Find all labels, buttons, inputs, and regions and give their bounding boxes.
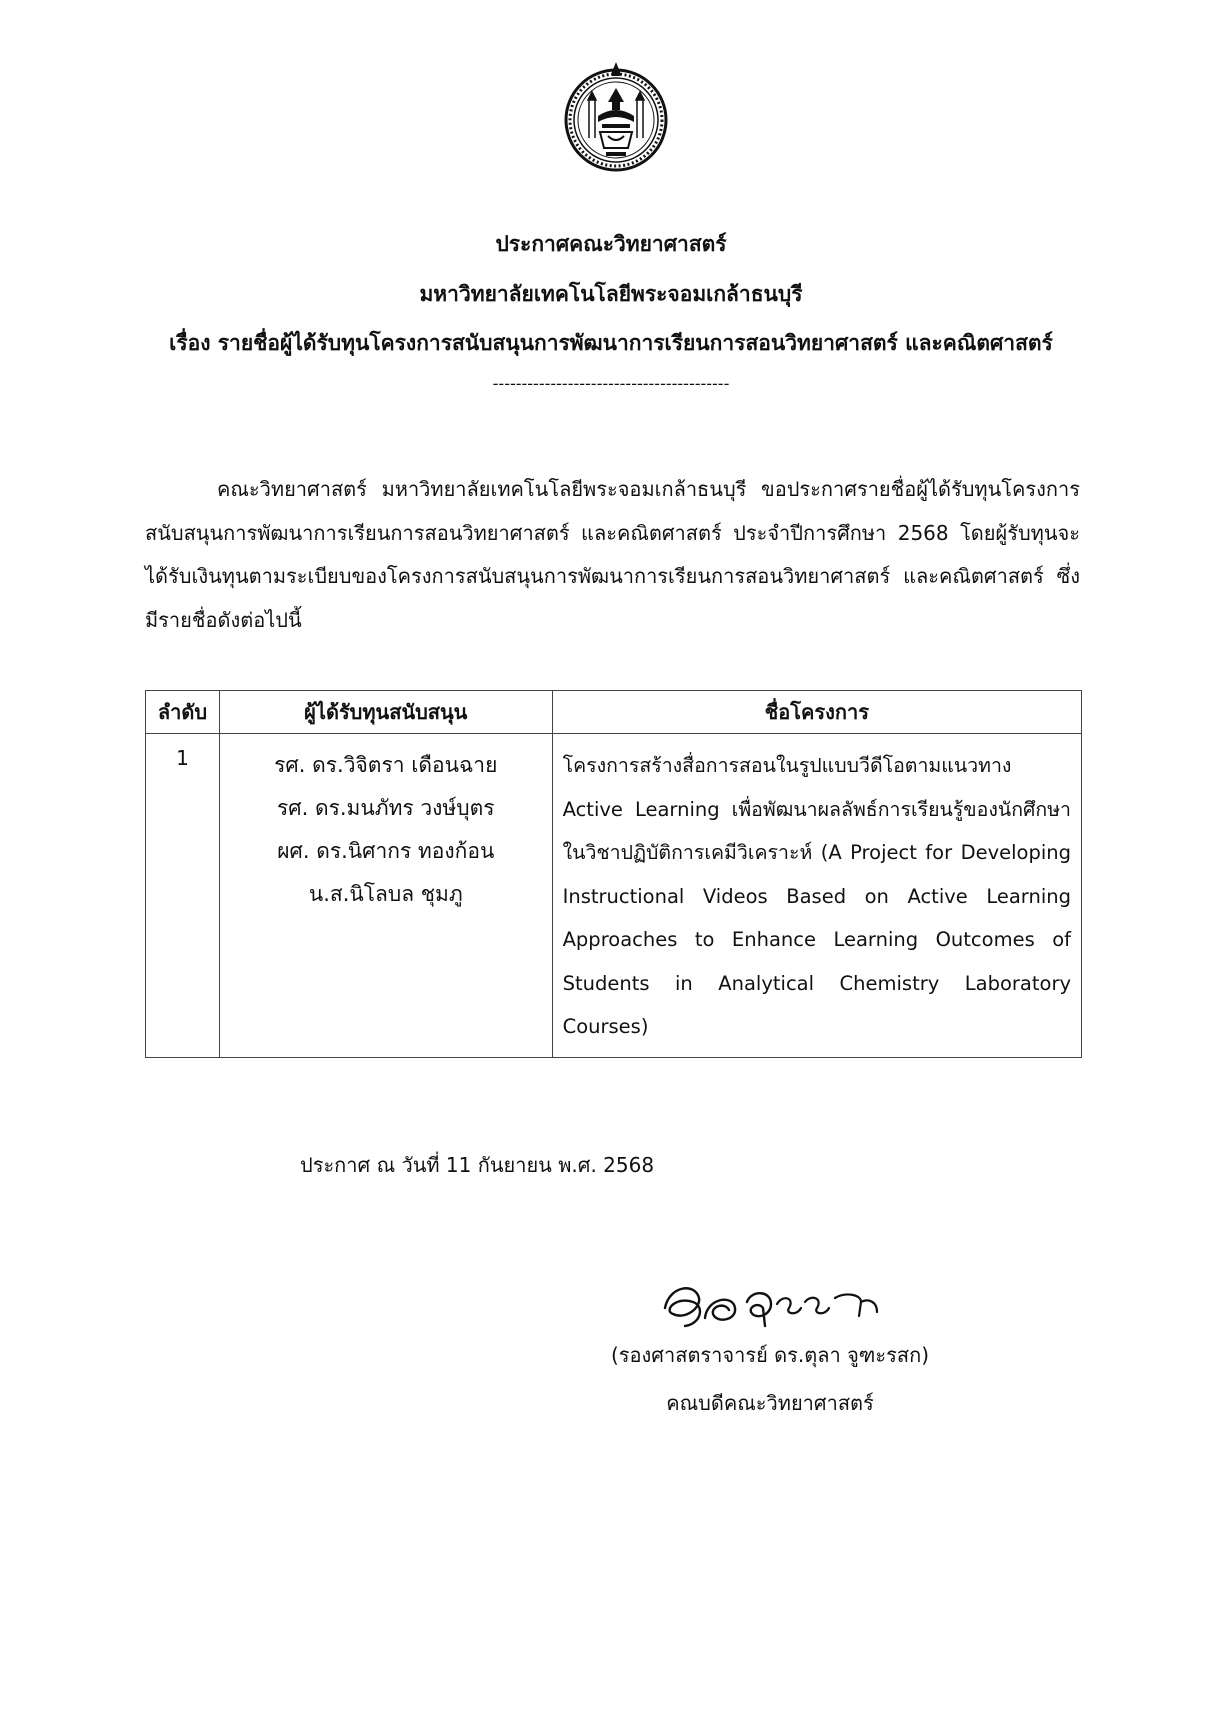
table-row <box>146 734 1082 1058</box>
announcement-title: ประกาศคณะวิทยาศาสตร์ <box>495 232 727 256</box>
column-header-project: ชื่อโครงการ <box>552 691 1081 734</box>
recipient-name: ผศ. ดร.นิศากร ทองก้อน <box>277 839 495 863</box>
signatory-title: คณบดีคณะวิทยาศาสตร์ <box>666 1391 874 1415</box>
row-number: 1 <box>146 734 220 1058</box>
announcement-body: คณะวิทยาศาสตร์ มหาวิทยาลัยเทคโนโลยีพระจอมเกล้าธนบุรี ขอประกาศรายชื่อผู้ได้รับทุนโครงการสนับสนุนการพัฒนาการเรียนการสอนวิทยาศาสตร์ และคณิตศาสตร์ ประจำปีการศึกษา 2568 โดยผู้รับทุนจะได้รับเงินทุนตามระเบียบของโครงการสนับสนุนการพัฒนาการเรียนการสอนวิทยาศาสตร์ และคณิตศาสตร์ ซึ่งมีรายชื่อดังต่อไปนี้ <box>145 477 1080 632</box>
announcement-date: ประกาศ ณ วันที่ 11 กันยายน พ.ศ. 2568 <box>300 1153 655 1177</box>
recipient-name: รศ. ดร.มนภัทร วงษ์บุตร <box>277 796 495 820</box>
grant-recipients-table <box>145 690 1082 1058</box>
announcement-subject: เรื่อง รายชื่อผู้ได้รับทุนโครงการสนับสนุนการพัฒนาการเรียนการสอนวิทยาศาสตร์ และคณิตศาสตร์ <box>169 331 1053 355</box>
recipient-name: น.ส.นิโลบล ชุมภู <box>308 882 463 906</box>
project-title-cell: โครงการสร้างสื่อการสอนในรูปแบบวีดีโอตามแนวทาง Active Learning เพื่อพัฒนาผลลัพธ์การเรียนรู้ของนักศึกษาในวิชาปฏิบัติการเคมีวิเคราะห์ (A Project for Developing Instructional Videos Based on Active Learning Approaches to Enhance Learning Outcomes of Students in Analytical Chemistry Laboratory Courses) <box>552 734 1081 1058</box>
university-seal-icon <box>562 58 670 178</box>
column-header-recipients: ผู้ได้รับทุนสนับสนุน <box>219 691 552 734</box>
table-header-row <box>146 691 1082 734</box>
column-header-no: ลำดับ <box>146 691 220 734</box>
signatory-name: (รองศาสตราจารย์ ดร.ตุลา จูฑะรสก) <box>610 1343 930 1367</box>
handwritten-signature-icon <box>655 1268 895 1338</box>
university-name: มหาวิทยาลัยเทคโนโลยีพระจอมเกล้าธนบุรี <box>419 282 803 306</box>
recipient-name: รศ. ดร.วิจิตรา เดือนฉาย <box>274 753 498 777</box>
recipients-cell <box>219 734 552 1058</box>
header-divider: ----------------------------------------- <box>492 374 730 393</box>
